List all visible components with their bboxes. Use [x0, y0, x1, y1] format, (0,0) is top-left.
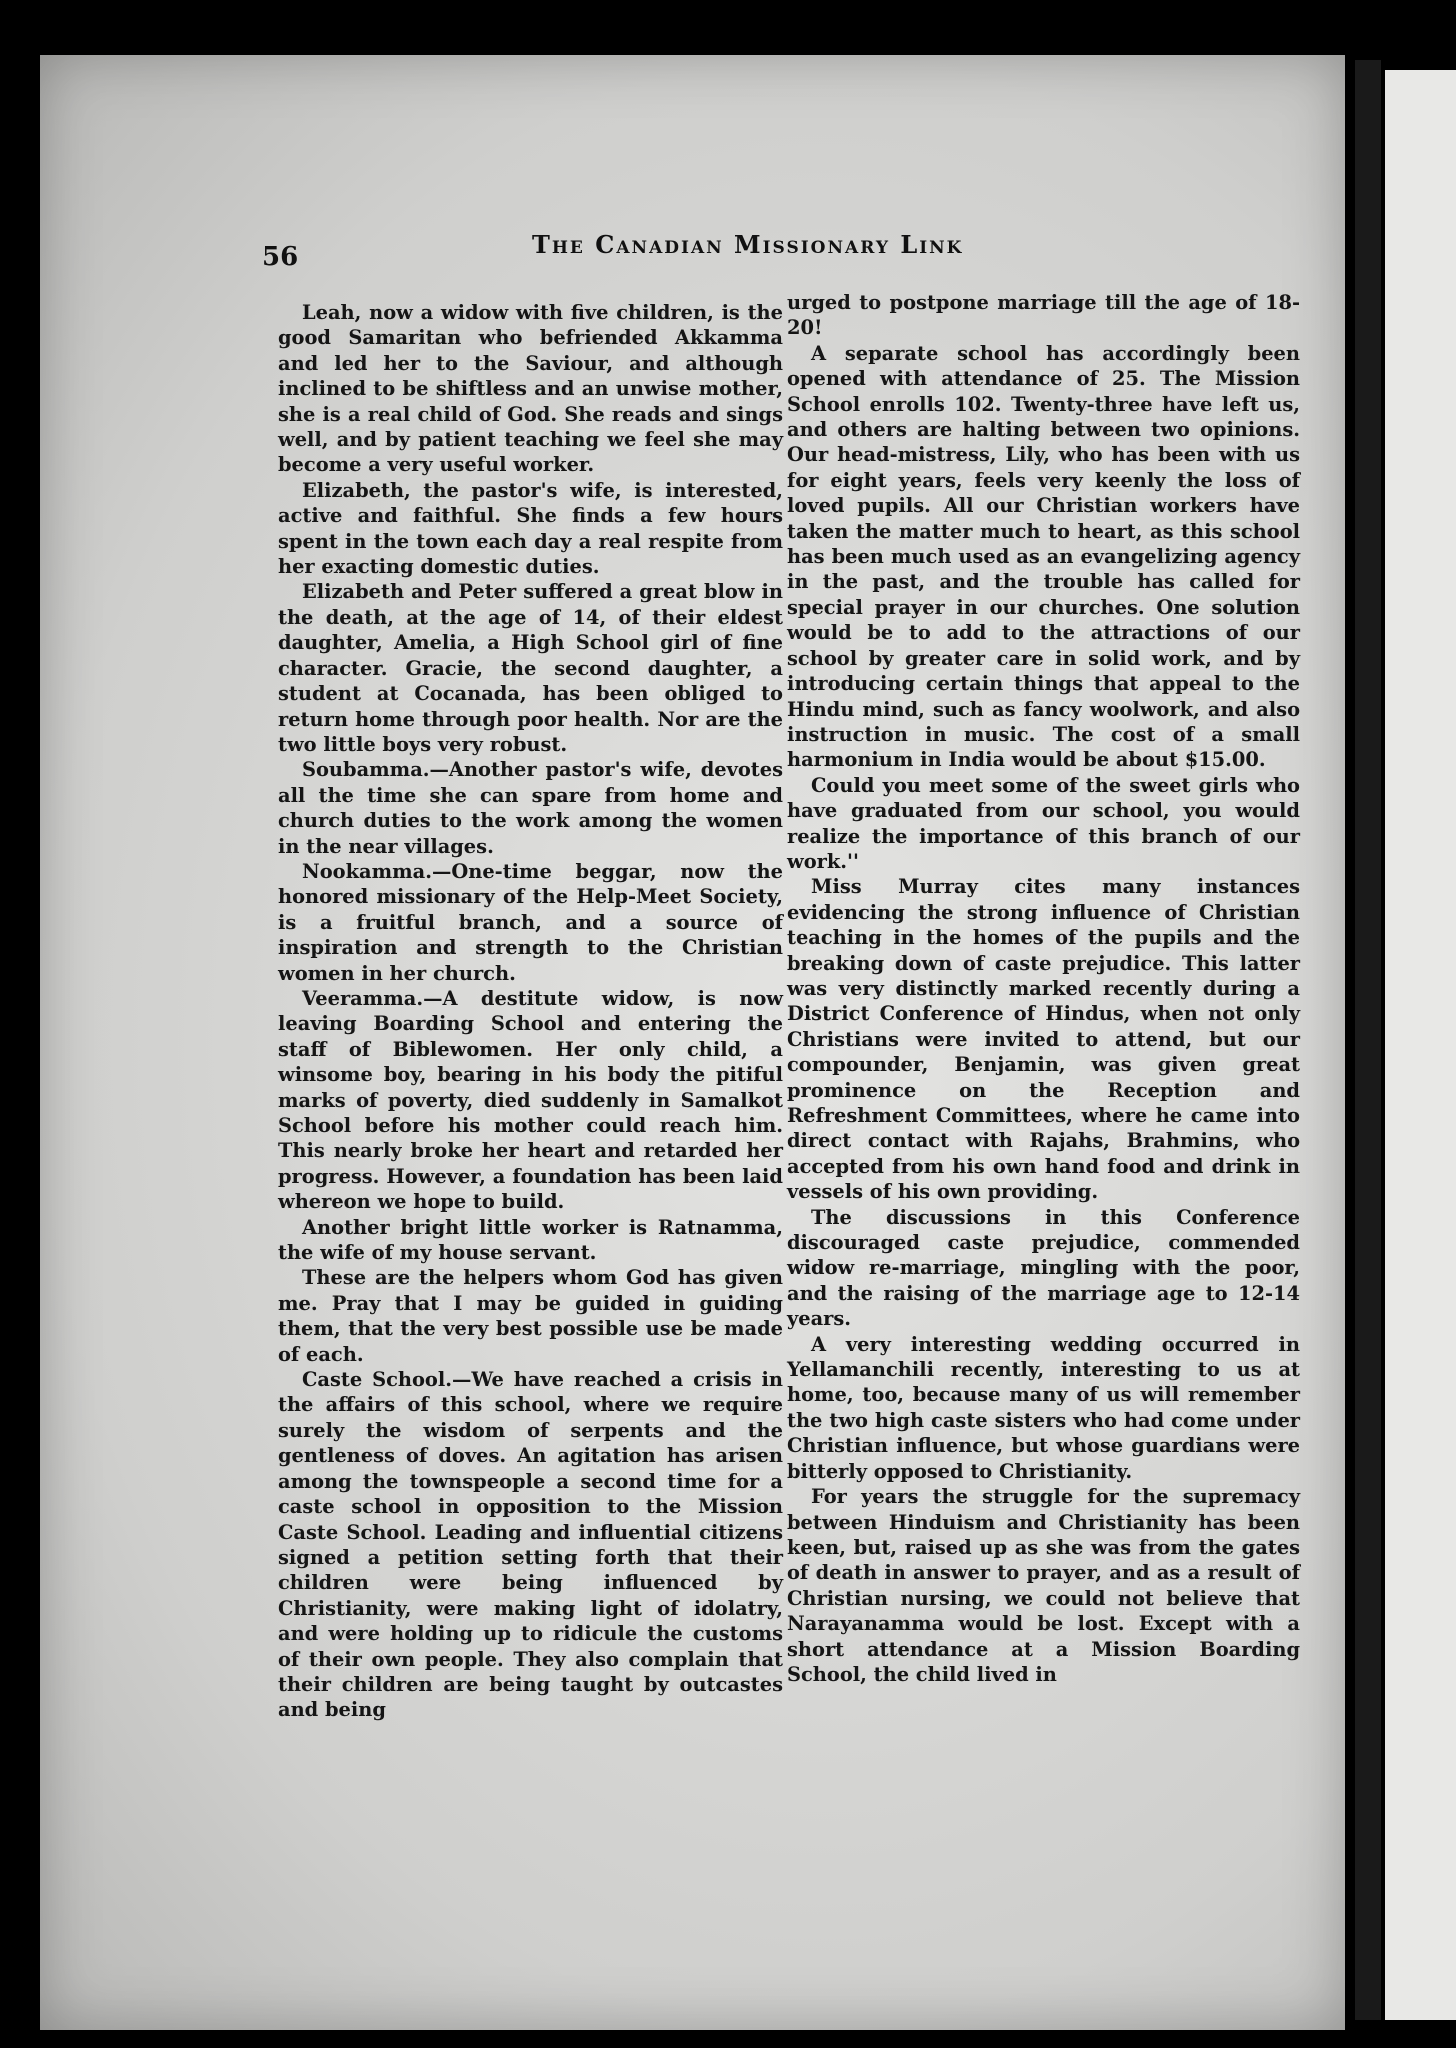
- left-paragraph: [278, 1265, 783, 1367]
- left-paragraph: [278, 859, 783, 986]
- right-paragraph: For years the struggle for the supremacy between Hinduism and Christianity has been keen, but, raised up as she was from the gates of death in answer to prayer, and as a result of Christian nursing, we could not believe that Narayanamma would be lost. Except with a short attendance at a Mission Boarding School, the child lived in: [787, 1485, 1300, 1686]
- right-paragraph: The discussions in this Conference discouraged caste prejudice, commended widow re-marriage, mingling with the poor, and the raising of the marriage age to 12-14 years.: [787, 1205, 1300, 1331]
- paragraph-text: Elizabeth and Peter suffered a great blow in the death, at the age of 14, of their eldest daughter, Amelia, a High School girl of fine character. Gracie, the second daughter, a student at Cocanada, has been obliged to return home through poor health. Nor are the two little boys very robust.: [278, 580, 783, 756]
- right-paragraph: Could you meet some of the sweet girls who have graduated from our school, you would realize the importance of this branch of our work.'': [787, 773, 1300, 873]
- paragraph-text: —Another pastor's wife, devotes all the time she can spare from home and church duties to the work among the women in the near villages.: [278, 758, 783, 858]
- paragraph-lead: Caste School.: [302, 1368, 452, 1392]
- left-paragraph: [278, 1367, 783, 1723]
- paragraph-text: Leah, now a widow with five children, is the good Samaritan who befriended Akkamma and led her to the Saviour, and although inclined to be shiftless and an unwise mother, she is a real child of God. She reads and sings well, and by patient teaching we feel she may become a very useful worker.: [278, 301, 783, 477]
- paragraph-text: Another bright little worker is Ratnamma, the wife of my house servant.: [278, 1215, 783, 1265]
- left-paragraph: [278, 1215, 783, 1266]
- paragraph-text: —We have reached a crisis in the affairs of this school, where we require surely the wisdom of serpents and the gentleness of doves. An agitation has arisen among the townspeople a second time for a caste school in opposition to the Mission Caste School. Leading and influential citizens signed a petition setting forth that their children were being influenced by Christianity, were making light of idolatry, and were holding up to ridicule the customs of their own people. They also complain that their children are being taught by outcastes and being: [278, 1368, 783, 1722]
- paragraph-text: —A destitute widow, is now leaving Boarding School and entering the staff of Biblewomen. Her only child, a winsome boy, bearing in his body the pitiful marks of poverty, died suddenly in Samalkot School before his mother could reach him. This nearly broke her heart and retarded her progress. However, a foundation has been laid whereon we hope to build.: [278, 986, 783, 1214]
- left-paragraph: [278, 478, 783, 580]
- right-paragraph: A very interesting wedding occurred in Yellamanchili recently, interesting to us at home, too, because many of us will remember the two high caste sisters who had come under Christian influence, but whose guardians were bitterly opposed to Christianity.: [787, 1332, 1300, 1483]
- page-number: 56: [262, 242, 299, 272]
- paragraph-lead: Veeramma.: [302, 986, 424, 1010]
- paragraph-text: Elizabeth, the pastor's wife, is interested, active and faithful. She finds a few hours spent in the town each day a real respite from her exacting domestic duties.: [278, 478, 783, 579]
- right-column: [787, 290, 1300, 1687]
- running-title: The Canadian Missionary Link: [532, 230, 964, 259]
- page-header: [262, 228, 1002, 272]
- left-paragraph: [278, 986, 783, 1215]
- left-paragraph: [278, 579, 783, 757]
- right-paragraph: urged to postpone marriage till the age of 18-20!: [787, 291, 1300, 340]
- left-column: [278, 300, 783, 1723]
- paragraph-lead: Soubamma.: [302, 758, 430, 782]
- paragraph-lead: Nookamma.: [302, 859, 432, 883]
- paragraph-text: —One-time beggar, now the honored missionary of the Help-Meet Society, is a fruitful branch, and a source of inspiration and strength to the Christian women in her church.: [278, 859, 783, 985]
- binding-shadow: [1355, 60, 1381, 2020]
- right-paragraph: A separate school has accordingly been opened with attendance of 25. The Mission School enrolls 102. Twenty-three have left us, and others are halting between two opinions. Our head-mistress, Lily, who has been with us for eight years, feels very keenly the loss of loved pupils. All our Christian workers have taken the matter much to heart, as this school has been much used as an evangelizing agency in the past, and the trouble has called for special prayer in our churches. One solution would be to add to the attractions of our school by greater care in solid work, and by introducing certain things that appeal to the Hindu mind, such as fancy woolwork, and also instruction in music. The cost of a small harmonium in India would be about $15.00.: [787, 341, 1300, 772]
- right-paragraph: Miss Murray cites many instances evidencing the strong influence of Christian teaching in the homes of the pupils and the breaking down of caste prejudice. This latter was very distinctly marked recently during a District Conference of Hindus, when not only Christians were invited to attend, but our compounder, Benjamin, was given great prominence on the Reception and Refreshment Committees, where he came into direct contact with Rajahs, Brahmins, who accepted from his own hand food and drink in vessels of his own providing.: [787, 875, 1300, 1204]
- left-paragraph: [278, 757, 783, 859]
- left-paragraph: [278, 300, 783, 478]
- adjacent-page-edge: [1385, 70, 1456, 2020]
- paragraph-text: These are the helpers whom God has given me. Pray that I may be guided in guiding them, that the very best possible use be made of each.: [278, 1266, 783, 1366]
